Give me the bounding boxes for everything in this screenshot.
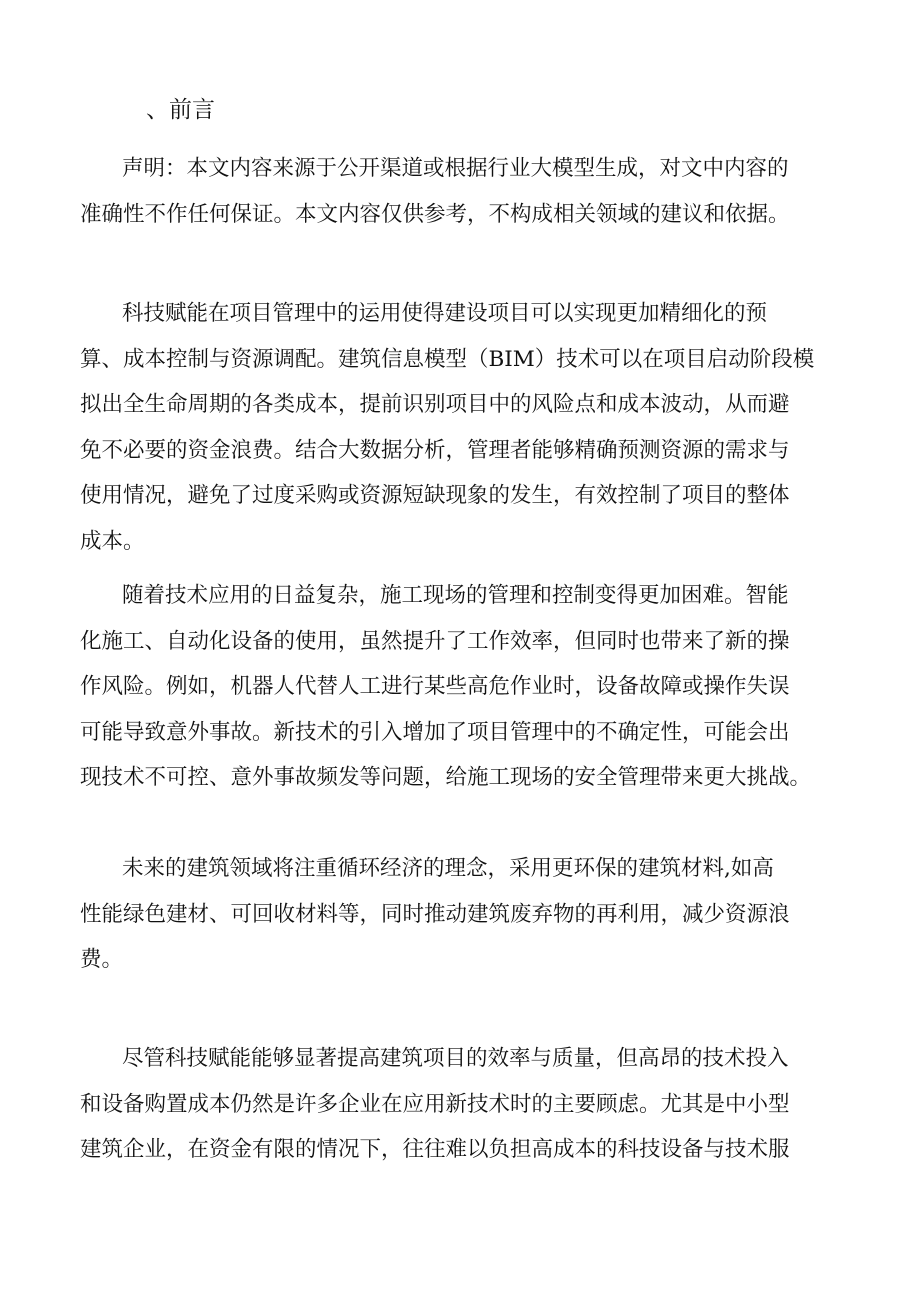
paragraph-line: 和设备购置成本仍然是许多企业在应用新技术时的主要顾虑。尤其是中小型 [80,1091,790,1117]
body-paragraph-bim [80,291,845,564]
paragraph-line: 建筑企业，在资金有限的情况下，往往难以负担高成本的科技设备与技术服 [80,1137,790,1162]
paragraph-line: 成本。 [80,528,145,554]
body-paragraph-cost [80,1036,845,1173]
section-heading: 、前言 [146,97,215,123]
paragraph-line: 化施工、自动化设备的使用，虽然提升了工作效率，但同时也带来了新的操 [80,628,790,654]
paragraph-line: 拟出全生命周期的各类成本，提前识别项目中的风险点和成本波动，从而避 [80,392,790,417]
paragraph-line: 准确性不作任何保证。本文内容仅供参考，不构成相关领域的建议和依据。 [80,201,790,227]
paragraph-line: 科技赋能在项目管理中的运用使得建设项目可以实现更加精细化的预 [122,301,768,326]
paragraph-line: 使用情况，避免了过度采购或资源短缺现象的发生，有效控制了项目的整体 [80,483,790,508]
paragraph-line: 免不必要的资金浪费。结合大数据分析，管理者能够精确预测资源的需求与 [80,437,790,463]
paragraph-line: 未来的建筑领域将注重循环经济的理念，采用更环保的建筑材料,如高 [122,856,774,881]
body-paragraph-green [80,846,845,983]
paragraph-line: 现技术不可控、意外事故频发等问题，给施工现场的安全管理带来更大挑战。 [80,765,812,790]
disclaimer-paragraph [80,146,845,237]
paragraph-line: 尽管科技赋能能够显著提高建筑项目的效率与质量，但高昂的技术投入 [122,1046,789,1071]
body-paragraph-risk [80,573,845,801]
paragraph-line: 可能导致意外事故。新技术的引入增加了项目管理中的不确定性，可能会出 [80,719,790,745]
paragraph-line: 声明：本文内容来源于公开渠道或根据行业大模型生成，对文中内容的 [122,156,789,181]
paragraph-line: 作风险。例如，机器人代替人工进行某些高危作业时，设备故障或操作失误 [80,674,790,699]
paragraph-line: 随着技术应用的日益复杂，施工现场的管理和控制变得更加困难。智能 [122,583,789,608]
paragraph-line: 算、成本控制与资源调配。建筑信息模型（BIM）技术可以在项目启动阶段模 [80,346,815,372]
paragraph-line: 费。 [80,947,124,972]
paragraph-line: 性能绿色建材、可回收材料等，同时推动建筑废弃物的再利用，减少资源浪 [80,901,790,927]
